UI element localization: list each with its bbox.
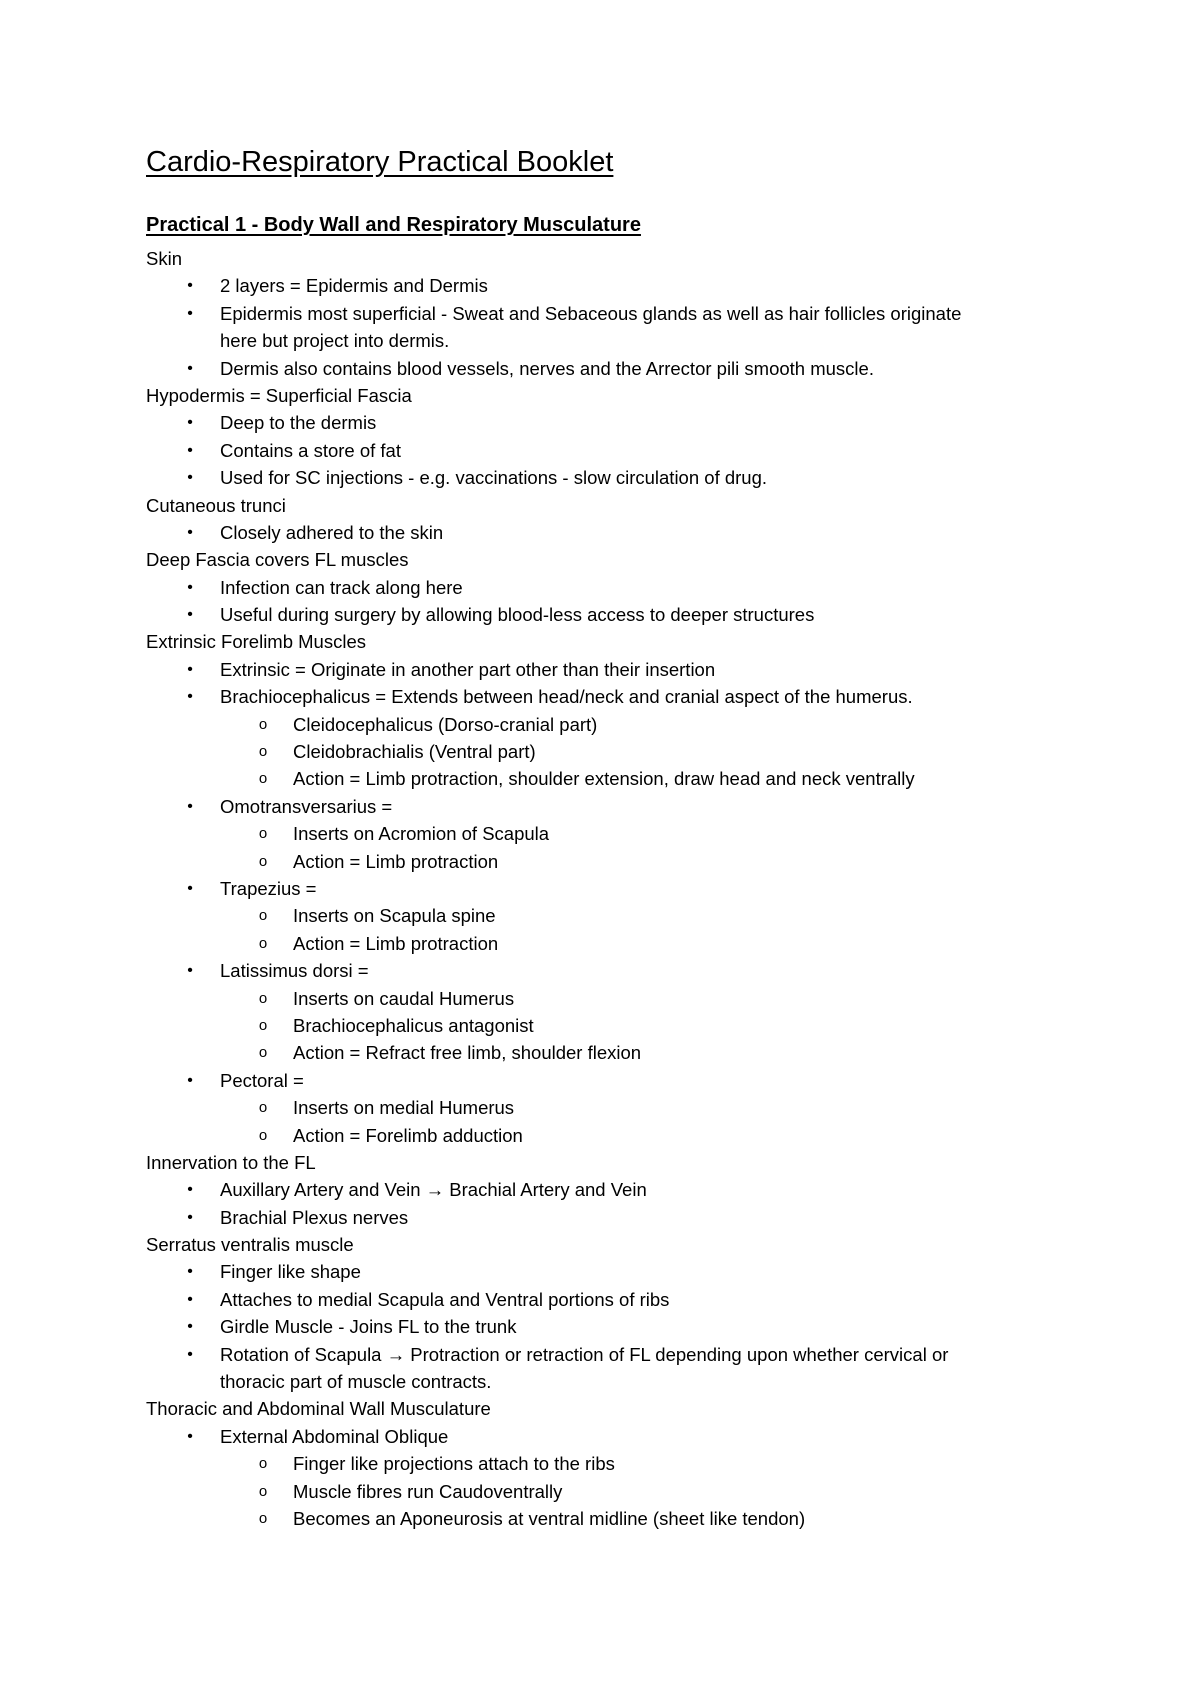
sub-bullet-marker-icon: o <box>258 934 268 952</box>
bullet-item <box>0 519 1200 546</box>
line-text: Deep Fascia covers FL muscles <box>146 549 409 571</box>
sub-bullet-marker-icon: o <box>258 1482 268 1500</box>
line-text: Brachiocephalicus antagonist <box>293 1014 534 1036</box>
bullet-marker-icon: • <box>187 523 193 541</box>
section-heading <box>0 546 1200 573</box>
line-text: Cleidocephalicus (Dorso-cranial part) <box>293 713 598 735</box>
sub-bullet-marker-icon: o <box>258 825 268 843</box>
line-text: External Abdominal Oblique <box>220 1425 449 1447</box>
sub-bullet-item <box>0 1039 1200 1066</box>
bullet-marker-icon: • <box>187 304 193 322</box>
bullet-marker-icon: • <box>187 277 193 295</box>
bullet-marker-icon: • <box>187 606 193 624</box>
bullet-item <box>0 1341 1200 1368</box>
line-text: Inserts on medial Humerus <box>293 1097 515 1119</box>
line-text: Epidermis most superficial - Sweat and Sebaceous glands as well as hair follicles originate <box>220 302 962 324</box>
bullet-item <box>0 1258 1200 1285</box>
line-text: 2 layers = Epidermis and Dermis <box>220 275 488 297</box>
sub-bullet-item <box>0 848 1200 875</box>
line-text: thoracic part of muscle contracts. <box>220 1371 492 1393</box>
line-text: Serratus ventralis muscle <box>146 1234 354 1256</box>
bullet-marker-icon: • <box>187 1208 193 1226</box>
line-text: Inserts on Scapula spine <box>293 905 496 927</box>
sub-bullet-marker-icon: o <box>258 989 268 1007</box>
line-text: Useful during surgery by allowing blood-less access to deeper structures <box>220 604 815 626</box>
line-text: Dermis also contains blood vessels, nerves and the Arrector pili smooth muscle. <box>220 357 874 379</box>
line-text: Cutaneous trunci <box>146 494 286 516</box>
section-heading <box>0 382 1200 409</box>
sub-bullet-item <box>0 1122 1200 1149</box>
line-text: Finger like shape <box>220 1261 361 1283</box>
sub-bullet-marker-icon: o <box>258 1044 268 1062</box>
bullet-marker-icon: • <box>187 414 193 432</box>
bullet-item <box>0 1423 1200 1450</box>
sub-bullet-marker-icon: o <box>258 743 268 761</box>
bullet-item <box>0 1176 1200 1203</box>
line-text: Deep to the dermis <box>220 412 377 434</box>
sub-bullet-marker-icon: o <box>258 1126 268 1144</box>
line-text: Inserts on caudal Humerus <box>293 987 515 1009</box>
line-text: Innervation to the FL <box>146 1151 316 1173</box>
sub-bullet-item <box>0 1012 1200 1039</box>
line-text: Action = Refract free limb, shoulder flexion <box>293 1042 642 1064</box>
line-text: Omotransversarius = <box>220 795 393 817</box>
sub-bullet-item <box>0 820 1200 847</box>
sub-bullet-marker-icon: o <box>258 907 268 925</box>
sub-bullet-marker-icon: o <box>258 852 268 870</box>
bullet-marker-icon: • <box>187 1290 193 1308</box>
bullet-marker-icon: • <box>187 441 193 459</box>
line-text: Skin <box>146 248 182 269</box>
bullet-item <box>0 409 1200 436</box>
bullet-item <box>0 656 1200 683</box>
line-text: Action = Limb protraction <box>293 850 499 872</box>
line-text: Trapezius = <box>220 877 317 899</box>
sub-bullet-marker-icon: o <box>258 770 268 788</box>
line-text: Thoracic and Abdominal Wall Musculature <box>146 1398 491 1420</box>
bullet-item <box>0 1286 1200 1313</box>
sub-bullet-item <box>0 985 1200 1012</box>
bullet-item <box>0 437 1200 464</box>
line-text: Finger like projections attach to the ribs <box>293 1453 615 1475</box>
document-title: Cardio-Respiratory Practical Booklet <box>146 146 614 178</box>
line-text: Extrinsic = Originate in another part other than their insertion <box>220 658 716 680</box>
line-text: Extrinsic Forelimb Muscles <box>146 631 366 653</box>
line-text: Infection can track along here <box>220 576 463 598</box>
bullet-marker-icon: • <box>187 1181 193 1199</box>
line-text: Contains a store of fat <box>220 439 401 461</box>
sub-bullet-item <box>0 711 1200 738</box>
line-text: Girdle Muscle - Joins FL to the trunk <box>220 1316 517 1338</box>
line-text: Brachiocephalicus = Extends between head/neck and cranial aspect of the humerus. <box>220 686 913 708</box>
bullet-item-continuation <box>0 1368 1200 1395</box>
sub-bullet-item <box>0 1450 1200 1477</box>
bullet-marker-icon: • <box>187 879 193 897</box>
bullet-marker-icon: • <box>187 1263 193 1281</box>
bullet-marker-icon: • <box>187 688 193 706</box>
line-text: Pectoral = <box>220 1069 304 1091</box>
line-text: Muscle fibres run Caudoventrally <box>293 1480 563 1502</box>
sub-bullet-marker-icon: o <box>258 1099 268 1117</box>
sub-bullet-marker-icon: o <box>258 1016 268 1034</box>
line-text: Rotation of Scapula → Protraction or retraction of FL depending upon whether cervical or <box>220 1343 949 1365</box>
bullet-item <box>0 464 1200 491</box>
bullet-marker-icon: • <box>187 797 193 815</box>
section-heading <box>0 628 1200 655</box>
bullet-item <box>0 683 1200 710</box>
bullet-item <box>0 355 1200 382</box>
sub-bullet-item <box>0 902 1200 929</box>
sub-bullet-item <box>0 765 1200 792</box>
sub-bullet-marker-icon: o <box>258 715 268 733</box>
practical-heading: Practical 1 - Body Wall and Respiratory Musculature <box>146 214 641 236</box>
line-text: Used for SC injections - e.g. vaccinations - slow circulation of drug. <box>220 467 768 489</box>
bullet-item <box>0 601 1200 628</box>
bullet-marker-icon: • <box>187 1345 193 1363</box>
bullet-marker-icon: • <box>187 1427 193 1445</box>
line-text: Cleidobrachialis (Ventral part) <box>293 741 536 763</box>
bullet-marker-icon: • <box>187 962 193 980</box>
line-text: Action = Limb protraction <box>293 932 499 954</box>
bullet-marker-icon: • <box>187 660 193 678</box>
line-text: Auxillary Artery and Vein → Brachial Artery and Vein <box>220 1179 647 1201</box>
bullet-marker-icon: • <box>187 359 193 377</box>
bullet-item <box>0 1067 1200 1094</box>
section-heading <box>0 1149 1200 1176</box>
sub-bullet-marker-icon: o <box>258 1455 268 1473</box>
bullet-item <box>0 1204 1200 1231</box>
section-heading <box>0 245 1200 272</box>
line-text: Inserts on Acromion of Scapula <box>293 823 550 845</box>
bullet-marker-icon: • <box>187 1318 193 1336</box>
line-text: Attaches to medial Scapula and Ventral portions of ribs <box>220 1288 670 1310</box>
bullet-item-continuation <box>0 327 1200 354</box>
sub-bullet-item <box>0 1094 1200 1121</box>
line-text: Action = Forelimb adduction <box>293 1124 523 1146</box>
sub-bullet-marker-icon: o <box>258 1509 268 1527</box>
line-text: here but project into dermis. <box>220 330 450 352</box>
bullet-item <box>0 875 1200 902</box>
bullet-item <box>0 957 1200 984</box>
line-text: Latissimus dorsi = <box>220 960 369 982</box>
bullet-marker-icon: • <box>187 1071 193 1089</box>
bullet-item <box>0 300 1200 327</box>
line-text: Action = Limb protraction, shoulder extension, draw head and neck ventrally <box>293 768 915 790</box>
sub-bullet-item <box>0 1478 1200 1505</box>
sub-bullet-item <box>0 930 1200 957</box>
bullet-item <box>0 574 1200 601</box>
section-heading <box>0 1231 1200 1258</box>
line-text: Closely adhered to the skin <box>220 521 444 543</box>
line-text: Brachial Plexus nerves <box>220 1206 409 1228</box>
sub-bullet-item <box>0 738 1200 765</box>
sub-bullet-item <box>0 1505 1200 1532</box>
bullet-item <box>0 1313 1200 1340</box>
notes-list <box>0 245 1200 1532</box>
line-text: Becomes an Aponeurosis at ventral midline (sheet like tendon) <box>293 1507 806 1529</box>
section-heading <box>0 1395 1200 1422</box>
bullet-marker-icon: • <box>187 578 193 596</box>
line-text: Hypodermis = Superficial Fascia <box>146 384 412 406</box>
bullet-marker-icon: • <box>187 469 193 487</box>
section-heading <box>0 492 1200 519</box>
bullet-item <box>0 272 1200 299</box>
bullet-item <box>0 793 1200 820</box>
